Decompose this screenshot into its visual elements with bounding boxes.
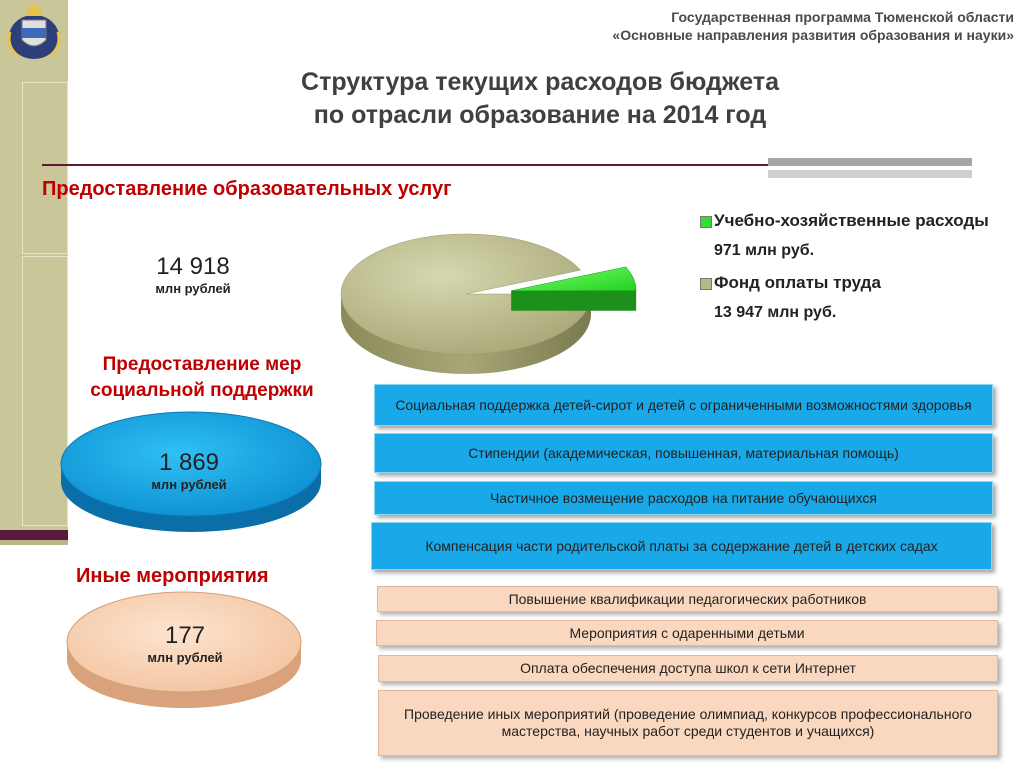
legend-item bbox=[700, 210, 1000, 262]
other-events-total bbox=[120, 622, 250, 666]
other-events-item: Мероприятия с одаренными детьми bbox=[376, 620, 998, 646]
legend-value: 971 млн руб. bbox=[714, 242, 815, 259]
legend-swatch-green-icon bbox=[700, 216, 712, 228]
program-header-line1: Государственная программа Тюменской области bbox=[671, 9, 1014, 25]
page-title bbox=[180, 66, 900, 132]
other-events-value: 177 bbox=[164, 622, 206, 649]
other-events-heading: Иные мероприятия bbox=[76, 565, 269, 587]
decor-frame bbox=[22, 82, 68, 254]
pie-legend bbox=[700, 210, 1000, 334]
legend-label: Учебно-хозяйственные расходы bbox=[714, 211, 989, 230]
page-title-line2: по отрасли образование на 2014 год bbox=[313, 101, 767, 129]
social-support-total bbox=[124, 449, 254, 493]
title-divider-bar bbox=[768, 158, 972, 166]
decor-band bbox=[0, 540, 68, 545]
social-support-item: Социальная поддержка детей-сирот и детей с ограниченными возможностями здоровья bbox=[374, 384, 993, 426]
coat-of-arms-icon bbox=[4, 2, 64, 62]
social-support-heading: Предоставление мер социальной поддержки bbox=[90, 354, 314, 401]
other-events-item: Повышение квалификации педагогических работников bbox=[377, 586, 998, 612]
educational-services-unit: млн рублей bbox=[155, 281, 231, 296]
educational-services-value: 14 918 bbox=[156, 253, 230, 280]
other-events-unit: млн рублей bbox=[147, 650, 223, 665]
page-title-line1: Структура текущих расходов бюджета bbox=[301, 68, 779, 96]
program-header-line2: «Основные направления развития образования и науки» bbox=[612, 27, 1014, 43]
legend-value: 13 947 млн руб. bbox=[714, 304, 837, 321]
pie-chart bbox=[338, 218, 658, 378]
title-divider-bar bbox=[768, 170, 972, 178]
pie-slice-green-side bbox=[511, 291, 636, 311]
social-support-item: Стипендии (академическая, повышенная, материальная помощь) bbox=[374, 433, 993, 473]
program-header bbox=[612, 8, 1014, 44]
social-support-unit: млн рублей bbox=[151, 477, 227, 492]
other-events-item: Проведение иных мероприятий (проведение олимпиад, конкурсов профессионального мастерства, научных работ среди студентов и учащихся) bbox=[378, 690, 998, 756]
social-support-item: Частичное возмещение расходов на питание обучающихся bbox=[374, 481, 993, 515]
legend-swatch-khaki-icon bbox=[700, 278, 712, 290]
other-events-item: Оплата обеспечения доступа школ к сети Интернет bbox=[378, 655, 998, 682]
legend-label: Фонд оплаты труда bbox=[714, 273, 881, 292]
educational-services-total bbox=[128, 253, 258, 297]
social-support-value: 1 869 bbox=[158, 449, 220, 476]
social-support-item: Компенсация части родительской платы за содержание детей в детских садах bbox=[371, 522, 992, 570]
educational-services-heading: Предоставление образовательных услуг bbox=[42, 178, 452, 200]
legend-item bbox=[700, 272, 1000, 324]
